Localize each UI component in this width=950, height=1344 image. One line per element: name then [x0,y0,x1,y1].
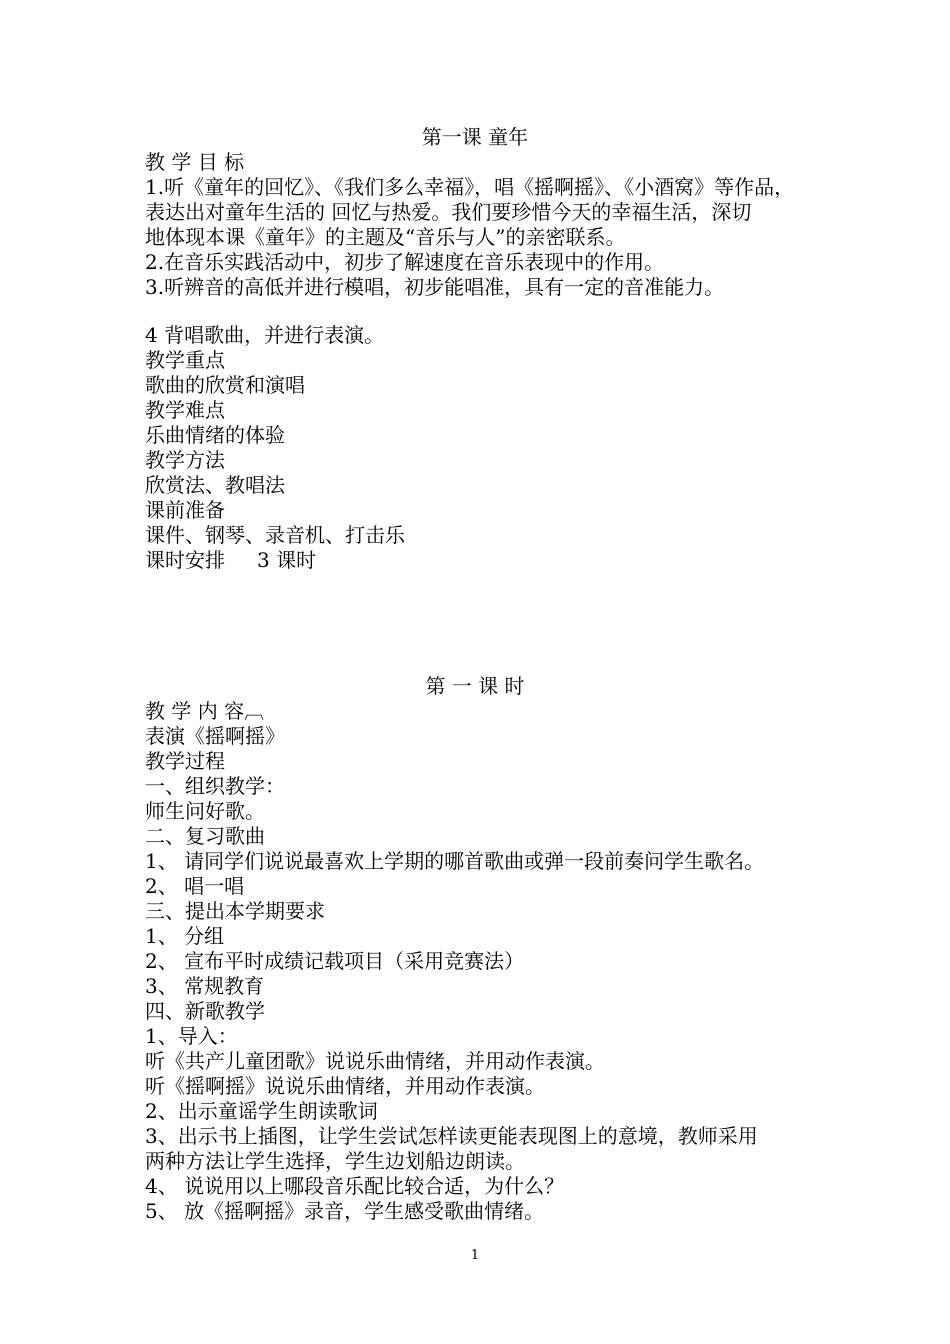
section-3-heading: 三、提出本学期要求 [145,899,325,923]
section-3-item-2: 2、 宣布平时成绩记载项目（采用竞赛法） [145,949,525,973]
section-4-item-1a: 听《共产儿童团歌》说说乐曲情绪，并用动作表演。 [145,1049,605,1073]
section-1-heading: 一、组织教学： [145,774,285,798]
preparation-text: 课件、钢琴、录音机、打击乐 [145,523,405,547]
method-heading: 教学方法 [145,448,225,472]
content-mark: ︹ [244,699,265,723]
section-4-item-1b: 听《摇啊摇》说说乐曲情绪，并用动作表演。 [145,1074,545,1098]
lesson-title: 第一课 童年 [421,125,529,149]
page-number: 1 [470,1248,480,1263]
section-4-item-3-line-1: 3、出示书上插图，让学生尝试怎样读更能表现图上的意境，教师采用 [145,1124,758,1148]
period-title: 第 一 课 时 [425,674,525,698]
section-4-item-4: 4、 说说用以上哪段音乐配比较合适，为什么？ [145,1174,565,1198]
section-2-item-2: 2、 唱一唱 [145,874,245,898]
goal-4: 4 背唱歌曲，并进行表演。 [145,323,385,347]
schedule-line [145,548,316,573]
content-heading: 教 学 内 容 [145,699,245,723]
difficulty-heading: 教学难点 [145,398,225,422]
content-text: 表演《摇啊摇》 [145,724,285,748]
section-4-item-2: 2、出示童谣学生朗读歌词 [145,1099,378,1123]
section-4-heading: 四、新歌教学 [145,999,265,1023]
section-4-item-5: 5、 放《摇啊摇》录音，学生感受歌曲情绪。 [145,1199,545,1223]
preparation-heading: 课前准备 [145,498,225,522]
difficulty-text: 乐曲情绪的体验 [145,423,285,447]
goals-heading: 教 学 目 标 [145,150,245,174]
method-text: 欣赏法、教唱法 [145,473,285,497]
section-4-item-3-line-2: 两种方法让学生选择，学生边划船边朗读。 [145,1149,525,1173]
schedule-value: 3 课时 [257,548,317,572]
goal-3: 3.听辨音的高低并进行模唱，初步能唱准，具有一定的音准能力。 [145,275,725,299]
schedule-label: 课时安排 [145,548,225,572]
section-2-item-1: 1、 请同学们说说最喜欢上学期的哪首歌曲或弹一段前奏问学生歌名。 [145,849,765,873]
section-3-item-1: 1、 分组 [145,924,225,948]
goal-2: 2.在音乐实践活动中，初步了解速度在音乐表现中的作用。 [145,250,665,274]
goal-1-line-1: 1.听《童年的回忆》、《我们多么幸福》，唱《摇啊摇》、《小酒窝》等作品， [145,175,795,199]
goal-1-line-2: 表达出对童年生活的 回忆与热爱。我们要珍惜今天的幸福生活，深切 [145,200,752,224]
section-4-item-1: 1、导入： [145,1024,238,1048]
key-points-heading: 教学重点 [145,348,225,372]
section-2-heading: 二、复习歌曲 [145,824,265,848]
goal-1-line-3: 地体现本课《童年》的主题及“音乐与人”的亲密联系。 [145,225,626,249]
process-heading: 教学过程 [145,749,225,773]
content-heading-line [145,699,264,724]
section-3-item-3: 3、 常规教育 [145,974,265,998]
section-1-text: 师生问好歌。 [145,799,265,823]
key-points-text: 歌曲的欣赏和演唱 [145,373,305,397]
